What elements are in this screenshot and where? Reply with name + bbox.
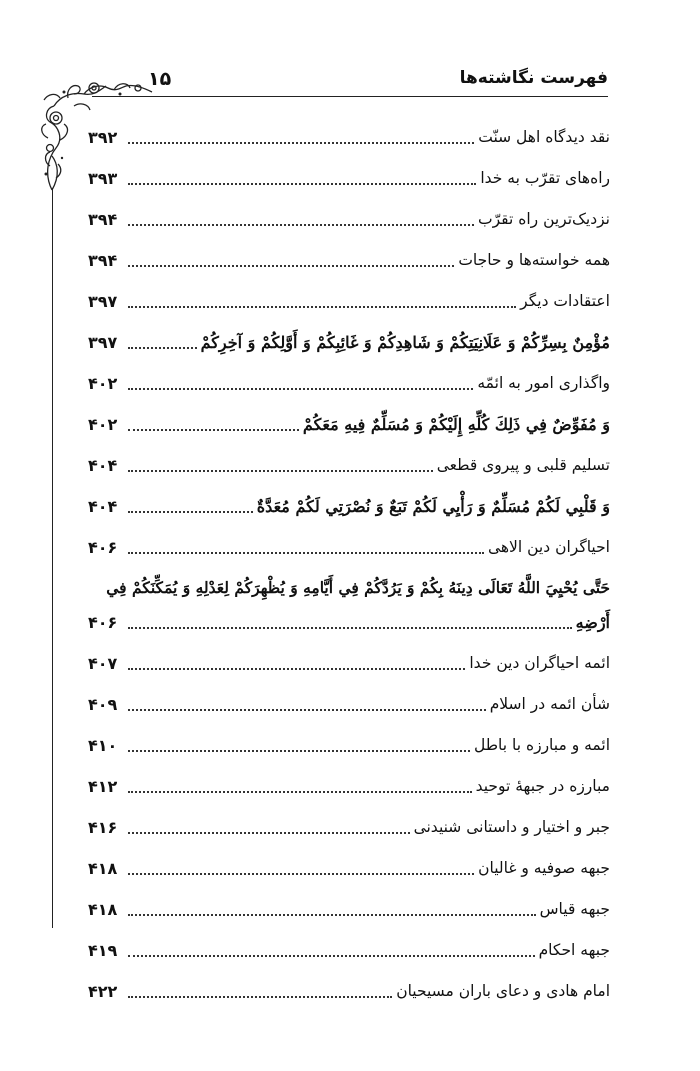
entry-title: وَ قَلْبِي لَكُمْ مُسَلِّمٌ وَ رَأْيِي لَكُمْ تَبَعٌ وَ نُصْرَتِي لَكُمْ مُعَدَّةٌ <box>256 496 610 516</box>
entry-page: ۴۰۲ <box>88 414 118 434</box>
entry-page: ۴۰۹ <box>88 694 118 714</box>
entry-title: جبهه قیاس <box>539 900 610 918</box>
toc-entry <box>88 647 610 679</box>
entry-line-1 <box>88 572 610 602</box>
entry-title: نزدیک‌ترین راه تقرّب <box>478 210 610 228</box>
toc-entry <box>88 811 610 843</box>
toc-entry <box>88 121 610 153</box>
dot-leader <box>128 388 473 390</box>
dot-leader <box>128 511 253 513</box>
dot-leader <box>128 955 535 957</box>
entry-title: ائمه و مبارزه با باطل <box>473 736 610 754</box>
dot-leader <box>128 265 454 267</box>
entry-page: ۴۱۸ <box>88 858 118 878</box>
dot-leader <box>128 791 472 793</box>
entry-page: ۳۹۷ <box>88 291 118 311</box>
toc-entry <box>88 162 610 194</box>
toc-entry <box>88 367 610 399</box>
entry-title: شأن ائمه در اسلام <box>489 695 610 713</box>
entry-page: ۳۹۷ <box>88 332 118 352</box>
page-number: ۱۵ <box>148 68 172 90</box>
toc-entry <box>88 449 610 481</box>
toc-entry <box>88 729 610 761</box>
toc-entry-arabic-wrapped <box>88 572 610 638</box>
entry-title-line-1: حَتَّى يُحْيِيَ اللَّهُ تَعَالَى دِينَهُ بِكُمْ وَ يَرُدَّكُمْ فِي أَيَّامِهِ وَ يُظْهِرَكُمْ لِعَدْلِهِ وَ يُمَكِّنَكُمْ فِي <box>106 577 610 597</box>
entry-page: ۴۱۸ <box>88 899 118 919</box>
dot-leader <box>128 306 516 308</box>
toc-entry <box>88 203 610 235</box>
entry-title: امام هادی و دعای باران مسیحیان <box>396 982 610 1000</box>
entry-page: ۳۹۲ <box>88 127 118 147</box>
entry-page: ۳۹۴ <box>88 209 118 229</box>
toc-entry-arabic <box>88 490 610 522</box>
dot-leader <box>128 142 474 144</box>
dot-leader <box>128 668 465 670</box>
dot-leader <box>128 429 299 431</box>
toc-entry <box>88 852 610 884</box>
toc-entry <box>88 770 610 802</box>
entry-title: جبر و اختیار و داستانی شنیدنی <box>413 818 610 836</box>
entry-page: ۳۹۴ <box>88 250 118 270</box>
entry-title: مبارزه در جبههٔ توحید <box>475 777 610 795</box>
dot-leader <box>128 224 474 226</box>
entry-title: اعتقادات دیگر <box>520 292 610 310</box>
entry-title-line-2: أَرْضِهِ <box>575 612 610 632</box>
dot-leader <box>128 627 572 629</box>
entry-page: ۴۱۹ <box>88 940 118 960</box>
entry-page: ۴۰۴ <box>88 496 118 516</box>
entry-title: راه‌های تقرّب به خدا <box>480 169 610 187</box>
entry-page: ۴۰۲ <box>88 373 118 393</box>
entry-page: ۴۱۰ <box>88 735 118 755</box>
dot-leader <box>128 750 470 752</box>
table-of-contents <box>88 121 610 1016</box>
dot-leader <box>128 552 484 554</box>
dot-leader <box>128 470 433 472</box>
toc-entry <box>88 893 610 925</box>
running-title: فهرست نگاشته‌ها <box>459 68 608 88</box>
entry-page: ۴۱۲ <box>88 776 118 796</box>
entry-title: تسلیم قلبی و پیروی قطعی <box>436 456 610 474</box>
entry-title: جبهه احکام <box>538 941 610 959</box>
entry-page: ۴۰۷ <box>88 653 118 673</box>
entry-title: جبهه صوفیه و غالیان <box>478 859 610 877</box>
dot-leader <box>128 709 486 711</box>
toc-entry-arabic <box>88 408 610 440</box>
side-rule <box>52 188 53 928</box>
entry-title: واگذاری امور به ائمّه <box>477 374 610 392</box>
entry-page: ۴۰۶ <box>88 537 118 557</box>
toc-entry <box>88 688 610 720</box>
entry-title: احیاگران دین الاهی <box>487 538 610 556</box>
entry-page: ۴۲۲ <box>88 981 118 1001</box>
toc-entry <box>88 934 610 966</box>
entry-line-2 <box>88 606 610 638</box>
dot-leader <box>128 183 476 185</box>
entry-page: ۳۹۳ <box>88 168 118 188</box>
entry-title: همه خواسته‌ها و حاجات <box>458 251 610 269</box>
dot-leader <box>128 347 197 349</box>
toc-entry <box>88 285 610 317</box>
entry-title: وَ مُفَوِّضٌ فِي ذَلِكَ كُلِّهِ إِلَيْكُمْ وَ مُسَلِّمٌ فِيهِ مَعَكُمْ <box>302 414 610 434</box>
dot-leader <box>128 914 536 916</box>
toc-entry-arabic <box>88 326 610 358</box>
toc-entry <box>88 975 610 1007</box>
entry-title: ائمه احیاگران دین خدا <box>469 654 610 672</box>
dot-leader <box>128 832 410 834</box>
entry-page: ۴۱۶ <box>88 817 118 837</box>
toc-entry <box>88 531 610 563</box>
entry-page: ۴۰۴ <box>88 455 118 475</box>
entry-page: ۴۰۶ <box>88 612 118 632</box>
header-rule <box>92 96 608 97</box>
entry-title: نقد دیدگاه اهل سنّت <box>478 128 610 146</box>
entry-title: مُؤْمِنٌ بِسِرِّكُمْ وَ عَلَانِيَتِكُمْ وَ شَاهِدِكُمْ وَ غَائِبِكُمْ وَ أَوَّلِكُمْ وَ آخِرِكُمْ <box>200 332 610 352</box>
dot-leader <box>128 996 392 998</box>
dot-leader <box>128 873 474 875</box>
toc-entry <box>88 244 610 276</box>
